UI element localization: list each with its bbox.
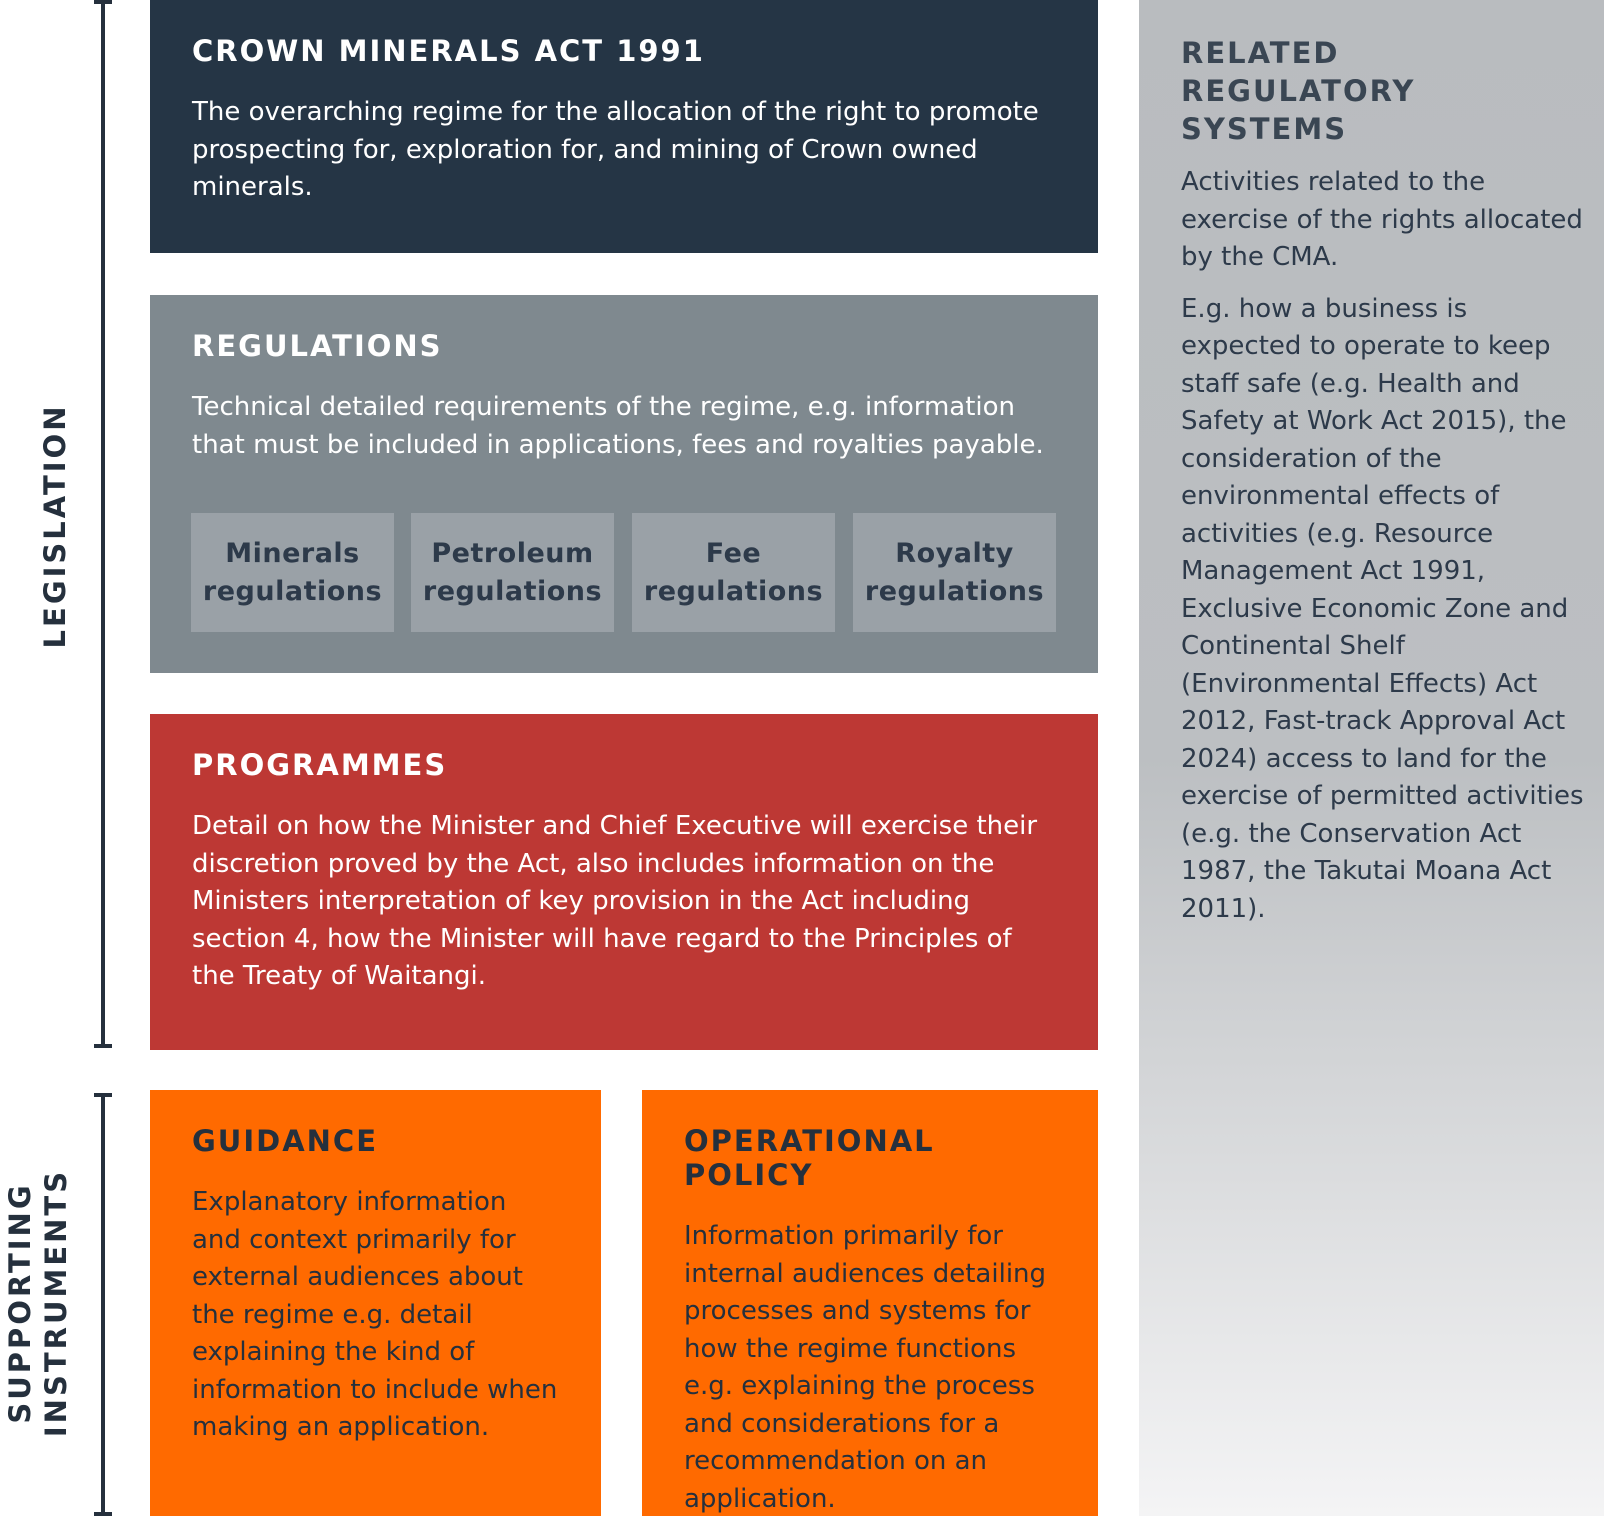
sub-line2: regulations [864, 575, 1045, 607]
supporting-bracket [101, 1093, 105, 1516]
sub-line1: Minerals [225, 537, 360, 569]
related-examples: E.g. how a business is expected to operate to keep staff safe (e.g. Health and Safety at Work Act 2015), the consideration of the environmental effects of activities (e.g. Resource Management Act 1991, Exclusive Economic Zone and Continental Shelf (Environmental Effects) Act 2012, Fast-track Approval Act 2024) access to land for the exercise of permitted activities (e.g. the Conservation Act 1987, the Takutai Moana Act 2011). [1181, 293, 1584, 924]
operational-policy-title: OPERATIONAL POLICY [684, 1124, 935, 1192]
sub-line2: regulations [643, 575, 824, 607]
related-description: Activities related to the exercise of the rights allocated by the CMA. [1181, 167, 1583, 272]
petroleum-regulations-box [411, 513, 614, 632]
supporting-label-line1: SUPPORTING [3, 1182, 37, 1424]
supporting-instruments-label [2, 1153, 78, 1453]
sub-line1: Royalty [895, 537, 1014, 569]
regulation-types [191, 513, 1056, 632]
legislation-label: LEGISLATION [38, 403, 72, 649]
supporting-label-line2: INSTRUMENTS [39, 1168, 73, 1438]
supporting-bracket-bottom [94, 1512, 112, 1516]
guidance-box [150, 1090, 601, 1516]
programmes-description: Detail on how the Minister and Chief Executive will exercise their discretion proved by the Act, also includes information on the Ministers interpretation of key provision in the Act including section 4, how the Minister will have regard to the Principles of the Treaty of Waitangi. [192, 811, 1038, 991]
sub-line1: Fee [705, 537, 762, 569]
sub-line2: regulations [422, 575, 603, 607]
crown-minerals-act-box [150, 0, 1098, 253]
regulations-title: REGULATIONS [192, 329, 443, 363]
royalty-regulations-box [853, 513, 1056, 632]
related-title: RELATED REGULATORY SYSTEMS [1181, 36, 1416, 146]
guidance-title: GUIDANCE [192, 1124, 379, 1158]
legislation-bracket-bottom [94, 1044, 112, 1048]
guidance-description: Explanatory information and context primarily for external audiences about the regime e.g. detail explaining the kind of information to include when making an application. [192, 1187, 558, 1442]
operational-policy-box [642, 1090, 1098, 1516]
related-regulatory-systems-panel [1139, 0, 1604, 1516]
legislation-bracket-top [94, 0, 112, 4]
cma-description: The overarching regime for the allocation of the right to promote prospecting for, exploration for, and mining of Crown owned minerals. [192, 97, 1039, 202]
sub-line1: Petroleum [431, 537, 594, 569]
programmes-box [150, 714, 1098, 1050]
legislation-bracket [101, 0, 105, 1048]
programmes-title: PROGRAMMES [192, 748, 448, 782]
minerals-regulations-box [191, 513, 394, 632]
regulations-box [150, 295, 1098, 673]
cma-title: CROWN MINERALS ACT 1991 [192, 34, 705, 68]
supporting-bracket-top [94, 1093, 112, 1097]
fee-regulations-box [632, 513, 835, 632]
regulations-description: Technical detailed requirements of the regime, e.g. information that must be included in applications, fees and royalties payable. [192, 392, 1044, 460]
operational-policy-description: Information primarily for internal audiences detailing processes and systems for how the regime functions e.g. explaining the process and considerations for a recommendation on an application. [684, 1221, 1047, 1514]
sub-line2: regulations [202, 575, 383, 607]
